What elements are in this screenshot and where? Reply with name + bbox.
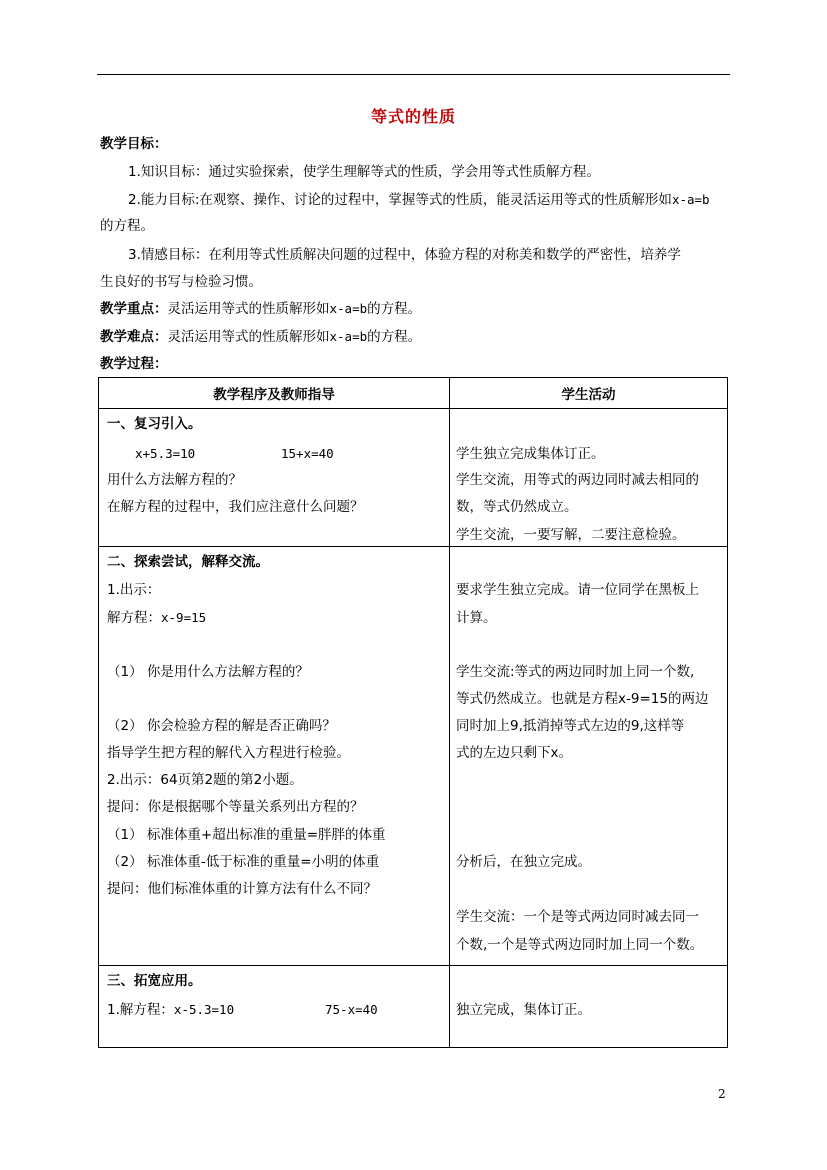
explore-line-4: （2） 你会检验方程的解是否正确吗？ bbox=[107, 718, 336, 734]
review-activity-2b: 数，等式仍然成立。 bbox=[456, 499, 578, 515]
apply-student-cell bbox=[450, 966, 728, 1048]
apply-line-1-label: 1.解方程： bbox=[107, 1002, 174, 1018]
review-activity-1: 学生独立完成集体订正。 bbox=[456, 446, 605, 462]
explore-activity-4b: 个数,一个是等式两边同时加上同一个数。 bbox=[456, 937, 704, 953]
explore-activity-2b: 等式仍然成立。也就是方程x-9=15的两边 bbox=[456, 691, 709, 707]
explore-activity-3: 分析后，在独立完成。 bbox=[456, 854, 591, 870]
review-activity-2a: 学生交流，用等式的两边同时减去相同的 bbox=[456, 472, 699, 488]
explore-line-1: 1.出示： bbox=[107, 582, 161, 598]
explore-line-5: 指导学生把方程的解代入方程进行检验。 bbox=[107, 745, 350, 761]
objective-knowledge: 1.知识目标：通过实验探索，使学生理解等式的性质，学会用等式性质解方程。 bbox=[128, 164, 600, 180]
table-row-explore bbox=[99, 547, 728, 966]
explore-line-10: 提问：他们标准体重的计算方法有什么不同？ bbox=[107, 881, 377, 897]
review-student-cell bbox=[450, 409, 728, 547]
page-number: 2 bbox=[718, 1087, 726, 1101]
objective-ability-equation: x-a=b bbox=[671, 192, 710, 207]
objective-ability-cont: 的方程。 bbox=[100, 218, 154, 234]
objective-emotion: 3.情感目标：在利用等式性质解决问题的过程中，体验方程的对称美和数学的严密性，培养学 bbox=[128, 247, 681, 263]
section-1-heading: 一、复习引入。 bbox=[107, 416, 202, 432]
review-activity-3: 学生交流，一要写解，二要注意检验。 bbox=[456, 527, 686, 543]
apply-equation-1: x-5.3=10 bbox=[173, 1002, 235, 1017]
explore-activity-4a: 学生交流：一个是等式两边同时减去同一 bbox=[456, 909, 699, 925]
explore-activity-2c: 同时加上9,抵消掉等式左边的9,这样等 bbox=[456, 718, 685, 734]
explore-line-6: 2.出示：64页第2题的第2小题。 bbox=[107, 772, 303, 788]
process-heading: 教学过程： bbox=[100, 356, 168, 372]
document-title: 等式的性质 bbox=[370, 107, 456, 126]
review-equation-2: 15+x=40 bbox=[281, 446, 334, 461]
review-question-2: 在解方程的过程中，我们应注意什么问题？ bbox=[107, 499, 364, 515]
difficult-point-text-end: 的方程。 bbox=[367, 329, 422, 345]
explore-line-9: （2） 标准体重-低于标准的重量=小明的体重 bbox=[107, 854, 380, 870]
header-rule bbox=[97, 74, 730, 75]
header-teacher-guidance: 教学程序及教师指导 bbox=[99, 378, 450, 409]
section-3-heading: 三、拓宽应用。 bbox=[107, 973, 202, 989]
objective-emotion-cont: 生良好的书写与检验习惯。 bbox=[100, 274, 262, 290]
objectives-heading: 教学目标： bbox=[100, 136, 168, 152]
explore-line-2-label: 解方程： bbox=[107, 610, 161, 626]
lesson-table bbox=[98, 377, 728, 1048]
explore-line-8: （1） 标准体重+超出标准的重量=胖胖的体重 bbox=[107, 827, 386, 843]
explore-activity-2d: 式的左边只剩下x。 bbox=[456, 745, 572, 761]
key-point-label: 教学重点： bbox=[100, 301, 168, 317]
difficult-point-equation: x-a=b bbox=[329, 329, 368, 344]
review-teacher-cell bbox=[99, 409, 450, 547]
apply-equation-2: 75-x=40 bbox=[325, 1002, 378, 1017]
explore-activity-1b: 计算。 bbox=[456, 610, 497, 626]
review-equation-1: x+5.3=10 bbox=[135, 446, 196, 461]
apply-teacher-cell bbox=[99, 966, 450, 1048]
table-header-row bbox=[99, 378, 728, 409]
key-point bbox=[100, 299, 730, 319]
objective-ability bbox=[128, 190, 730, 210]
apply-line-1 bbox=[107, 1000, 234, 1020]
objective-ability-text: 2.能力目标:在观察、操作、讨论的过程中，掌握等式的性质，能灵活运用等式的性质解形如 bbox=[128, 192, 672, 208]
key-point-text-end: 的方程。 bbox=[367, 301, 422, 317]
explore-line-7: 提问：你是根据哪个等量关系列出方程的？ bbox=[107, 799, 364, 815]
difficult-point bbox=[100, 327, 730, 347]
key-point-text: 灵活运用等式的性质解形如 bbox=[167, 301, 330, 317]
explore-activity-2a: 学生交流:等式的两边同时加上同一个数, bbox=[456, 664, 695, 680]
explore-teacher-cell bbox=[99, 547, 450, 966]
table-row-apply bbox=[99, 966, 728, 1048]
explore-activity-1a: 要求学生独立完成。请一位同学在黑板上 bbox=[456, 582, 699, 598]
key-point-equation: x-a=b bbox=[329, 301, 368, 316]
explore-student-cell bbox=[450, 547, 728, 966]
review-question-1: 用什么方法解方程的？ bbox=[107, 472, 242, 488]
difficult-point-label: 教学难点： bbox=[100, 329, 168, 345]
difficult-point-text: 灵活运用等式的性质解形如 bbox=[167, 329, 330, 345]
header-student-activity: 学生活动 bbox=[450, 378, 728, 409]
explore-line-3: （1） 你是用什么方法解方程的？ bbox=[107, 664, 309, 680]
explore-line-2 bbox=[107, 608, 206, 628]
table-row-review bbox=[99, 409, 728, 547]
apply-activity-1: 独立完成，集体订正。 bbox=[456, 1002, 591, 1018]
section-2-heading: 二、探索尝试，解释交流。 bbox=[107, 554, 269, 570]
explore-line-2-equation: x-9=15 bbox=[161, 610, 207, 625]
